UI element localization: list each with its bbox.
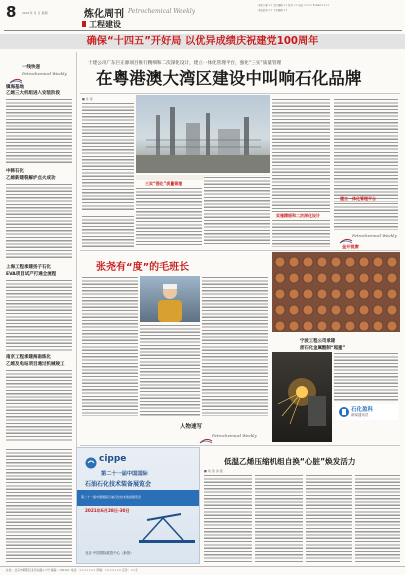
- side-column-body: [334, 352, 398, 402]
- lead-body-col-7: [334, 202, 398, 230]
- advert-band: [77, 490, 200, 506]
- welder-photo: [272, 352, 332, 442]
- company-logo-icon: [338, 406, 350, 418]
- advert-date: 2021年6月28日-30日: [85, 508, 130, 513]
- bottom-body-col-4: [355, 474, 400, 564]
- pipes-photo: [272, 252, 400, 332]
- refinery-illustration-icon: [136, 95, 270, 173]
- lead-subheading-3: 建立一体化管理平台: [340, 196, 376, 201]
- side-column-logo-text: Petrochemical Weekly: [352, 233, 397, 238]
- sidebar-column-title: 一线快递: [22, 65, 40, 70]
- cippe-logo-icon: [85, 457, 97, 469]
- side-logo-right: [336, 404, 398, 420]
- lead-body-col-1: [82, 102, 134, 212]
- section-title: 工程建设: [89, 20, 121, 29]
- lead-subheading-2: 实施精细和二次深化设计: [276, 213, 320, 218]
- sidebar-item-subtitle: 乙烯及电站项目通过机械竣工: [6, 362, 65, 367]
- sidebar-item-title: 南京工程承建海南炼化: [6, 355, 51, 360]
- masthead-en: Petrochemical Weekly: [128, 8, 196, 15]
- banner: [0, 34, 405, 49]
- header-info-1: 本版主编 ×× 责任编辑 ×× 校对 ×× 电话 ×××× E-mail ××××: [258, 4, 330, 7]
- oil-pump-icon: [137, 510, 197, 544]
- sidebar-item-title: 上海工程承建扬子石化: [6, 265, 51, 270]
- advert[interactable]: [76, 447, 200, 564]
- advert-line2: 石油石化技术装备展览会: [85, 481, 152, 488]
- feature-logo: [198, 431, 268, 441]
- lead-body-col-1b: [82, 215, 134, 247]
- side-logo-right-sub: 新闻通讯员: [351, 413, 369, 417]
- sidebar-logo: [8, 70, 72, 78]
- section-rule: [80, 445, 400, 446]
- refinery-photo: [136, 95, 270, 173]
- feature-logo-text: Petrochemical Weekly: [212, 433, 257, 438]
- photo-caption-subtitle: 浙石化金属酸制“超重”: [300, 346, 346, 351]
- header-info-2: 本版策划 ×× 美术编辑 ××: [258, 9, 288, 12]
- page-header: [0, 0, 405, 31]
- sidebar-item-body: [6, 369, 72, 441]
- advert-logo: [85, 454, 125, 466]
- bottom-headline: 低温乙烯压缩机组自换“心脏”焕发活力: [224, 457, 356, 466]
- sidebar-item-subtitle: 乙烯三大机组进入安装阶段: [6, 91, 60, 96]
- advert-oil-illustration: [137, 510, 197, 544]
- banner-text: 确保“十四五”开好局 以优异成绩庆祝建党100周年: [86, 36, 319, 47]
- sidebar-logo-text: Petrochemical Weekly: [22, 71, 67, 76]
- feature-body-col-3: [202, 276, 268, 416]
- sidebar-item-subtitle: 乙烯新建裂解炉点火成功: [6, 176, 56, 181]
- left-bottom-body: [6, 448, 72, 562]
- lead-body-col-6: [272, 219, 330, 247]
- sidebar-item-title: 镇海基地: [6, 85, 24, 90]
- lead-subheading-1: 三实“强化”质量管理: [145, 181, 183, 186]
- bottom-body-col-3: [306, 474, 352, 564]
- bottom-byline: ■ 刘 涛 余 强: [204, 469, 223, 473]
- lead-body-col-5: [204, 176, 270, 245]
- header-rule: [4, 30, 402, 31]
- headline-rule: [80, 93, 400, 94]
- feature-body-col-2: [140, 324, 200, 416]
- lead-kicker: 十建公司广东巨正源项目推行精细和二次深化设计，建立一体化管理平台，强化“三实”质量管理: [88, 61, 282, 66]
- footer-text: 社址：北京市朝阳区北辰东路××号 邮编：100101 电话：××××××× 印刷：××××××× 定价：××元: [6, 568, 138, 572]
- date-line: 2021年 月 日 星期: [22, 11, 48, 15]
- worker-illustration-icon: [140, 276, 200, 322]
- masthead: 炼化周刊: [84, 9, 124, 20]
- lead-byline: ■ 许 等: [82, 97, 93, 101]
- side-column-logo: [338, 231, 398, 241]
- advert-line3: 第二十一届中国国际石油石化技术装备展览会: [81, 495, 142, 499]
- lead-body-col-3: [334, 98, 398, 212]
- bottom-body-col-2: [255, 474, 303, 564]
- feature-portrait: [140, 276, 200, 322]
- sidebar-item-body: [6, 279, 72, 351]
- lead-headline: 在粤港澳大湾区建设中叫响石化品牌: [96, 69, 362, 88]
- sidebar-item-title: 中韩石化: [6, 169, 24, 174]
- column-divider: [76, 52, 77, 447]
- sidebar-item-body: [6, 98, 72, 164]
- feature-body-col-1: [82, 276, 138, 416]
- page-footer: [0, 566, 405, 575]
- sidebar-item-body: [6, 183, 72, 259]
- sidebar: [4, 52, 74, 372]
- page-number: 8: [6, 3, 17, 21]
- lead-body-col-2: [272, 98, 330, 212]
- photo-caption-title: 宁波工程公司承建: [300, 339, 336, 344]
- advert-brand: cippe: [99, 454, 127, 464]
- welding-sparks-illustration-icon: [272, 352, 332, 442]
- lead-body-col-4: [136, 187, 202, 245]
- advert-venue: 北京·中国国际展览中心（新馆）: [85, 551, 134, 555]
- section-marker: [82, 21, 86, 27]
- pipe-grid-illustration-icon: [272, 252, 400, 332]
- sidebar-item-subtitle: EVA项目试产打通全流程: [6, 272, 57, 277]
- bottom-body-col-1: [204, 474, 252, 564]
- side-logo-right-text: 石化盈科: [351, 407, 374, 413]
- advert-line1: 第二十一届中国国际: [101, 471, 148, 477]
- side-column-badge: 金开视窗: [342, 244, 359, 249]
- feature-tag: 人物速写: [180, 424, 203, 430]
- section-rule: [80, 250, 400, 251]
- feature-headline: 张尧有“度”的毛班长: [96, 262, 190, 273]
